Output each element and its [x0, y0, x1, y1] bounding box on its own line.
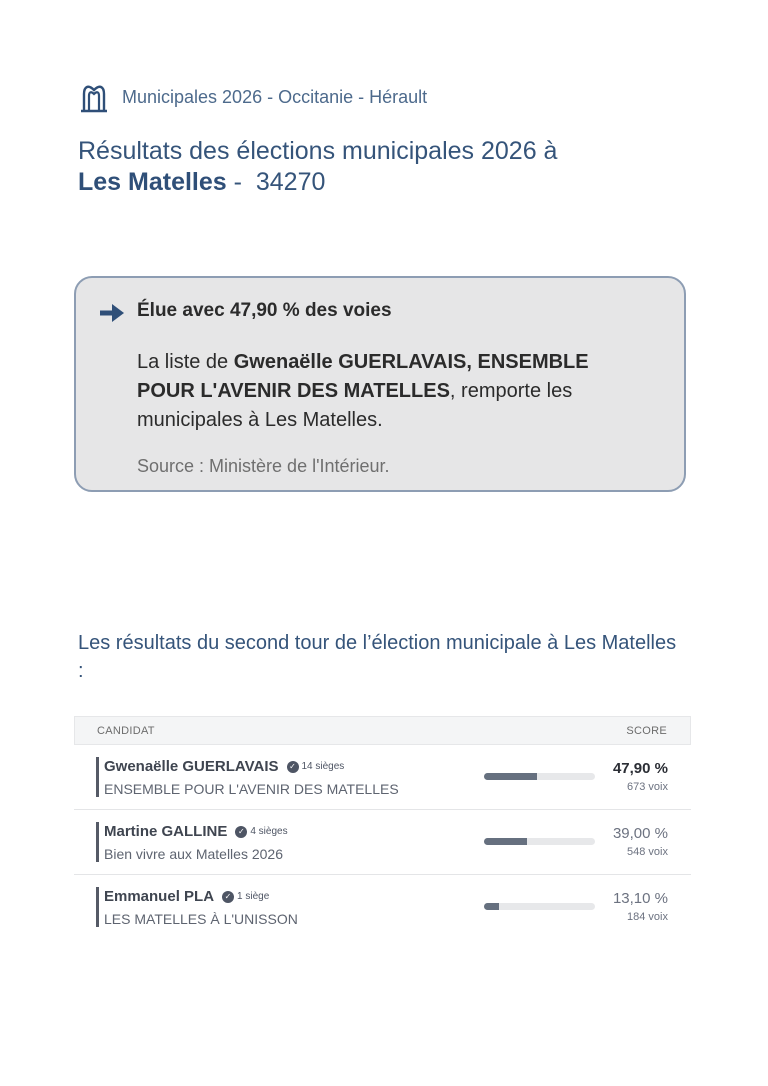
table-row [74, 745, 691, 810]
candidate-name: Emmanuel PLA [104, 888, 215, 905]
page-title [78, 136, 698, 198]
marianne-logo-icon [78, 80, 110, 114]
score-percent: 13,10 % [612, 890, 668, 907]
list-name: LES MATELLES À L'UNISSON [104, 911, 298, 927]
summary-winner: Gwenaëlle GUERLAVAIS, ENSEMBLE POUR L'AVENIR DES MATELLES [137, 351, 589, 402]
title-prefix: Résultats des élections municipales 2026 à [78, 137, 558, 165]
verified-check-icon: ✓ [287, 761, 299, 773]
table-row [74, 875, 691, 939]
seats-count: 4 sièges [250, 826, 288, 837]
seats-count: 14 sièges [301, 761, 345, 772]
score-percent: 47,90 % [612, 760, 668, 777]
candidate [104, 888, 269, 905]
score-progress-bar [484, 773, 595, 780]
column-score: SCORE [626, 724, 667, 737]
results-table [74, 716, 691, 939]
score-progress-bar [484, 838, 595, 845]
seats-count: 1 siège [237, 891, 270, 902]
verified-check-icon: ✓ [235, 826, 247, 838]
verified-check-icon: ✓ [222, 891, 234, 903]
title-separator: - [226, 168, 256, 196]
candidate-name: Martine GALLINE [104, 823, 228, 840]
list-name: Bien vivre aux Matelles 2026 [104, 846, 283, 862]
candidate [104, 758, 344, 775]
breadcrumb[interactable]: Municipales 2026 - Occitanie - Hérault [122, 86, 428, 107]
row-accent-bar [96, 757, 99, 797]
title-place: Les Matelles [78, 168, 227, 196]
elected-headline: Élue avec 47,90 % des voies [137, 300, 392, 321]
score-progress-fill [484, 773, 537, 780]
table-row [74, 810, 691, 875]
source-note: Source : Ministère de l'Intérieur. [137, 456, 390, 476]
result-summary [137, 348, 637, 435]
candidate-name: Gwenaëlle GUERLAVAIS [104, 758, 279, 775]
section-title: Les résultats du second tour de l’élection municipale à Les Matelles : [78, 632, 677, 682]
summary-prefix: La liste de [137, 351, 234, 373]
result-summary-box [74, 276, 686, 492]
arrow-right-icon [100, 304, 124, 322]
score-progress-fill [484, 838, 527, 845]
header [78, 80, 427, 114]
list-name: ENSEMBLE POUR L'AVENIR DES MATELLES [104, 781, 399, 797]
score-percent: 39,00 % [612, 825, 668, 842]
title-postcode: 34270 [255, 168, 326, 196]
row-accent-bar [96, 887, 99, 927]
vote-count: 184 voix [627, 911, 668, 923]
column-candidate: CANDIDAT [97, 724, 155, 737]
score-progress-fill [484, 903, 499, 910]
summary-suffix: , remporte les municipales à Les Matelles. [137, 380, 573, 431]
row-accent-bar [96, 822, 99, 862]
vote-count: 673 voix [627, 781, 668, 793]
table-header [74, 716, 691, 745]
candidate [104, 823, 288, 840]
vote-count: 548 voix [627, 846, 668, 858]
score-progress-bar [484, 903, 595, 910]
